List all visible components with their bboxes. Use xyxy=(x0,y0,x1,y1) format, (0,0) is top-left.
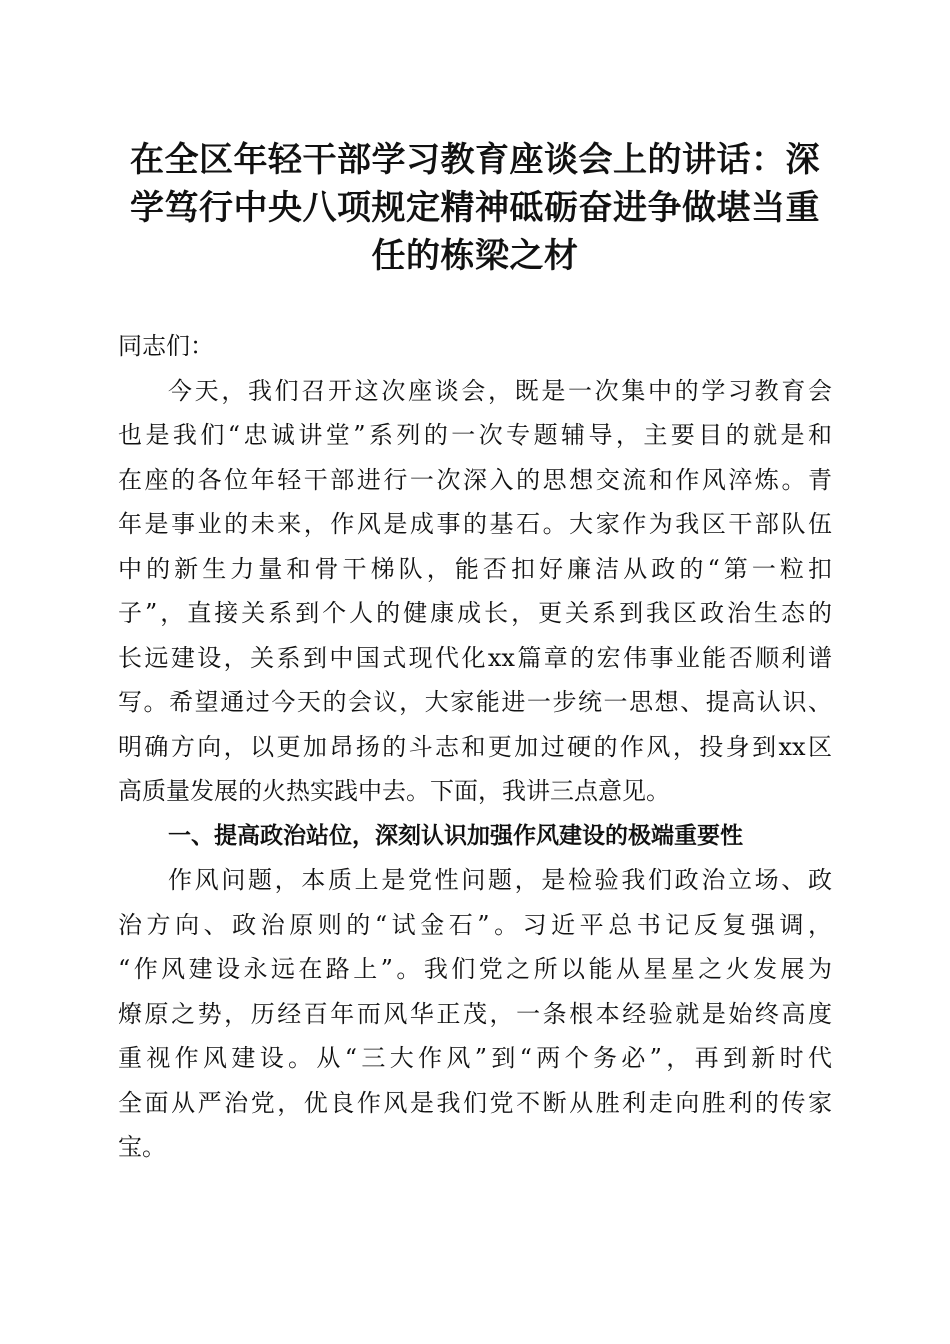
paragraph-line: 宝。 xyxy=(118,1133,166,1161)
section-heading: 一、提高政治站位，深刻认识加强作风建设的极端重要性 xyxy=(168,822,743,849)
paragraph-line: 也是我们“忠诚讲堂”系列的一次专题辅导，主要目的就是和 xyxy=(118,421,832,449)
paragraph-line: 年是事业的未来，作风是成事的基石。大家作为我区干部队伍 xyxy=(118,510,832,538)
paragraph-line: 高质量发展的火热实践中去。下面，我讲三点意见。 xyxy=(118,777,670,805)
paragraph-line: 中的新生力量和骨干梯队，能否扣好廉洁从政的“第一粒扣 xyxy=(118,554,832,583)
paragraph-line: 写。希望通过今天的会议，大家能进一步统一思想、提高认识、 xyxy=(118,688,832,716)
title-line: 在全区年轻干部学习教育座谈会上的讲话：深 xyxy=(130,140,820,180)
paragraph-line: 在座的各位年轻干部进行一次深入的思想交流和作风淬炼。青 xyxy=(118,465,832,494)
paragraph-line: “作风建设永远在路上”。我们党之所以能从星星之火发展为 xyxy=(118,955,832,983)
paragraph-line: 今天，我们召开这次座谈会，既是一次集中的学习教育会 xyxy=(168,376,832,405)
document-body xyxy=(118,324,832,1170)
paragraph-line: 子”，直接关系到个人的健康成长，更关系到我区政治生态的 xyxy=(118,599,832,627)
paragraph-line: 治方向、政治原则的“试金石”。习近平总书记反复强调， xyxy=(118,910,832,939)
paragraph-line: 燎原之势，历经百年而风华正茂，一条根本经验就是始终高度 xyxy=(118,999,832,1028)
paragraph-line: 明确方向，以更加昂扬的斗志和更加过硬的作风，投身到xx区 xyxy=(118,732,832,761)
paragraph-line: 全面从严治党，优良作风是我们党不断从胜利走向胜利的传家 xyxy=(118,1088,832,1117)
paragraph-line: 重视作风建设。从“三大作风”到“两个务必”，再到新时代 xyxy=(118,1044,832,1072)
title-line: 任的栋梁之材 xyxy=(371,236,579,276)
paragraph-line: 作风问题，本质上是党性问题，是检验我们政治立场、政 xyxy=(168,866,832,894)
document-title xyxy=(118,136,832,280)
paragraph-line: 长远建设，关系到中国式现代化xx篇章的宏伟事业能否顺利谱 xyxy=(118,643,832,672)
title-line: 学笃行中央八项规定精神砥砺奋进争做堪当重 xyxy=(130,188,820,228)
salutation: 同志们： xyxy=(118,332,214,360)
